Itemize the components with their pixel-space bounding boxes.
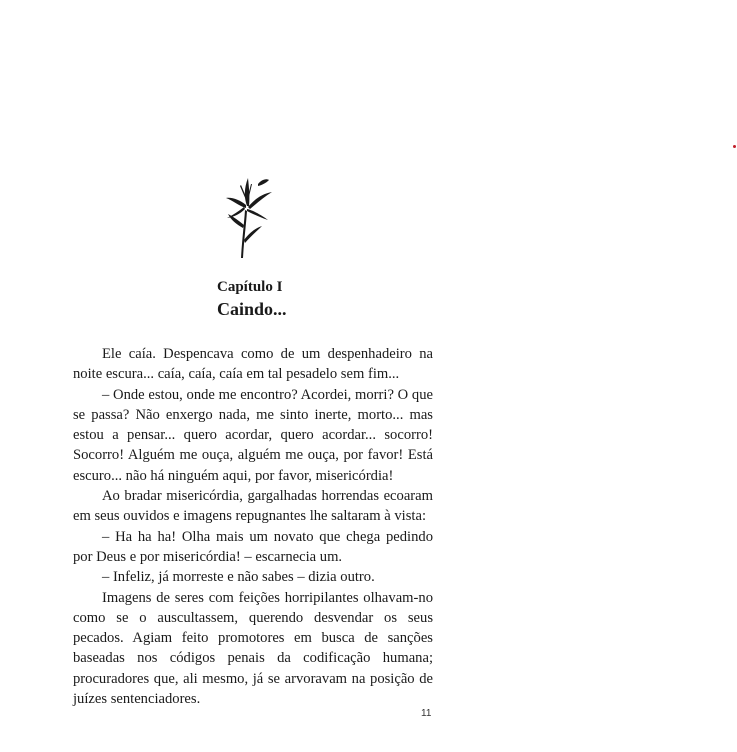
paragraph: Imagens de seres com feições horripilantes olhavam-no como se o auscultassem, querendo desvendar os seus pecados. Agiam feito promotores em busca de sanções baseadas nos códigos penais da codificação humana; procuradores que, ali mesmo, já se arvoravam na posição de juízes sentenciadores. <box>73 589 433 708</box>
registration-mark <box>733 145 736 148</box>
chapter-title: Caindo... <box>217 299 287 319</box>
chapter-body <box>73 344 433 709</box>
paragraph: Ao bradar misericórdia, gargalhadas horrendas ecoaram em seus ouvidos e imagens repugnantes lhe saltaram à vista: <box>73 488 433 525</box>
paragraph: – Ha ha ha! Olha mais um novato que chega pedindo por Deus e por misericórdia! – escarnecia um. <box>73 528 433 565</box>
chapter-label: Capítulo I <box>217 279 283 295</box>
paragraph: – Onde estou, onde me encontro? Acordei, morri? O que se passa? Não enxergo nada, me sinto inerte, morto... mas estou a pensar... quero acordar, quero acordar... socorro! Socorro! Alguém me ouça, alguém me ouça, por favor! Está escuro... não há ninguém aqui, por favor, misericórdia! <box>73 386 433 484</box>
paragraph: – Infeliz, já morreste e não sabes – dizia outro. <box>102 569 375 586</box>
lily-flower-icon <box>214 170 280 260</box>
page-number: 11 <box>421 708 432 719</box>
paragraph: Ele caía. Despencava como de um despenhadeiro na noite escura... caía, caía, caía em tal pesadelo sem fim... <box>73 346 433 383</box>
